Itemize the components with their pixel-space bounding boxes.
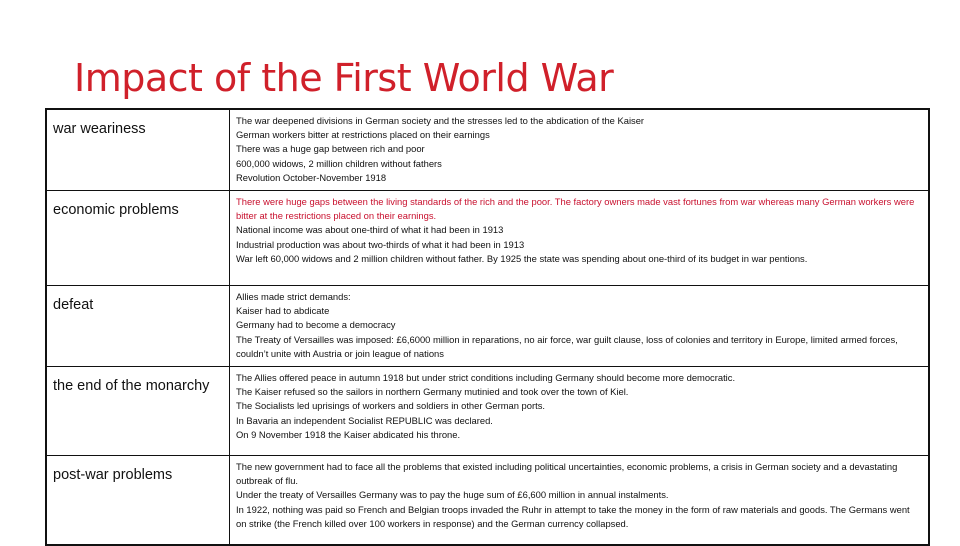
description-line: War left 60,000 widows and 2 million children without father. By 1925 the state was spending about one-third of its budget in war pentions.: [236, 252, 808, 264]
description-line: There was a huge gap between rich and poor: [236, 143, 425, 155]
description-line: Revolution October-November 1918: [236, 171, 387, 183]
row-description: [230, 191, 930, 286]
description-line: National income was about one-third of what it had been in 1913: [236, 224, 504, 236]
description-line: 600,000 widows, 2 million children without fathers: [236, 157, 442, 169]
table-row: [46, 191, 929, 286]
description-line: Germany had to become a democracy: [236, 319, 396, 331]
row-label: war weariness: [46, 109, 230, 191]
highlighted-description-line: There were huge gaps between the living standards of the rich and the poor. The factory owners made vast fortunes from war whereas many German workers were bitter at the restrictions placed on their earnings.: [236, 196, 915, 222]
description-line: Allies made strict demands:: [236, 291, 351, 302]
description-line: German workers bitter at restrictions placed on their earnings: [236, 129, 490, 141]
description-line: The Socialists led uprisings of workers and soldiers in other German ports.: [236, 400, 545, 412]
description-line: The war deepened divisions in German society and the stresses led to the abdication of the Kaiser: [236, 115, 645, 126]
table-row: [46, 109, 929, 191]
description-line: The Treaty of Versailles was imposed: £6,6000 million in reparations, no air force, war guilt clause, loss of colonies and territory in Europe, limited armed forces, couldn’t unite with Austria or join league of nations: [236, 333, 898, 359]
description-line: On 9 November 1918 the Kaiser abdicated his throne.: [236, 428, 461, 440]
description-line: The Allies offered peace in autumn 1918 but under strict conditions including Germany should become more democratic.: [236, 372, 736, 383]
impact-table: [45, 108, 930, 546]
description-line: In 1922, nothing was paid so French and Belgian troops invaded the Ruhr in attempt to take the money in the form of raw materials and goods. The Germans went on strike (the French killed over 100 workers in response) and the German currency collapsed.: [236, 503, 910, 529]
row-description: [230, 456, 930, 546]
table-row: [46, 456, 929, 546]
description-line: In Bavaria an independent Socialist REPUBLIC was declared.: [236, 414, 493, 426]
table-row: [46, 367, 929, 456]
slide-title: Impact of the First World War: [74, 56, 614, 100]
description-line: Under the treaty of Versailles Germany was to pay the huge sum of £6,600 million in annual instalments.: [236, 489, 669, 501]
description-line: The Kaiser refused so the sailors in northern Germany mutinied and took over the town of Kiel.: [236, 386, 629, 398]
row-description: [230, 286, 930, 367]
description-line: The new government had to face all the problems that existed including political uncertainties, economic problems, a crisis in German society and a devastating outbreak of flu.: [236, 461, 898, 487]
description-line: Industrial production was about two-thirds of what it had been in 1913: [236, 238, 525, 250]
row-label: defeat: [46, 286, 230, 367]
table-row: [46, 286, 929, 367]
row-label: economic problems: [46, 191, 230, 286]
row-description: [230, 367, 930, 456]
row-description: [230, 109, 930, 191]
description-line: Kaiser had to abdicate: [236, 305, 330, 317]
row-label: post-war problems: [46, 456, 230, 546]
row-label: the end of the monarchy: [46, 367, 230, 456]
